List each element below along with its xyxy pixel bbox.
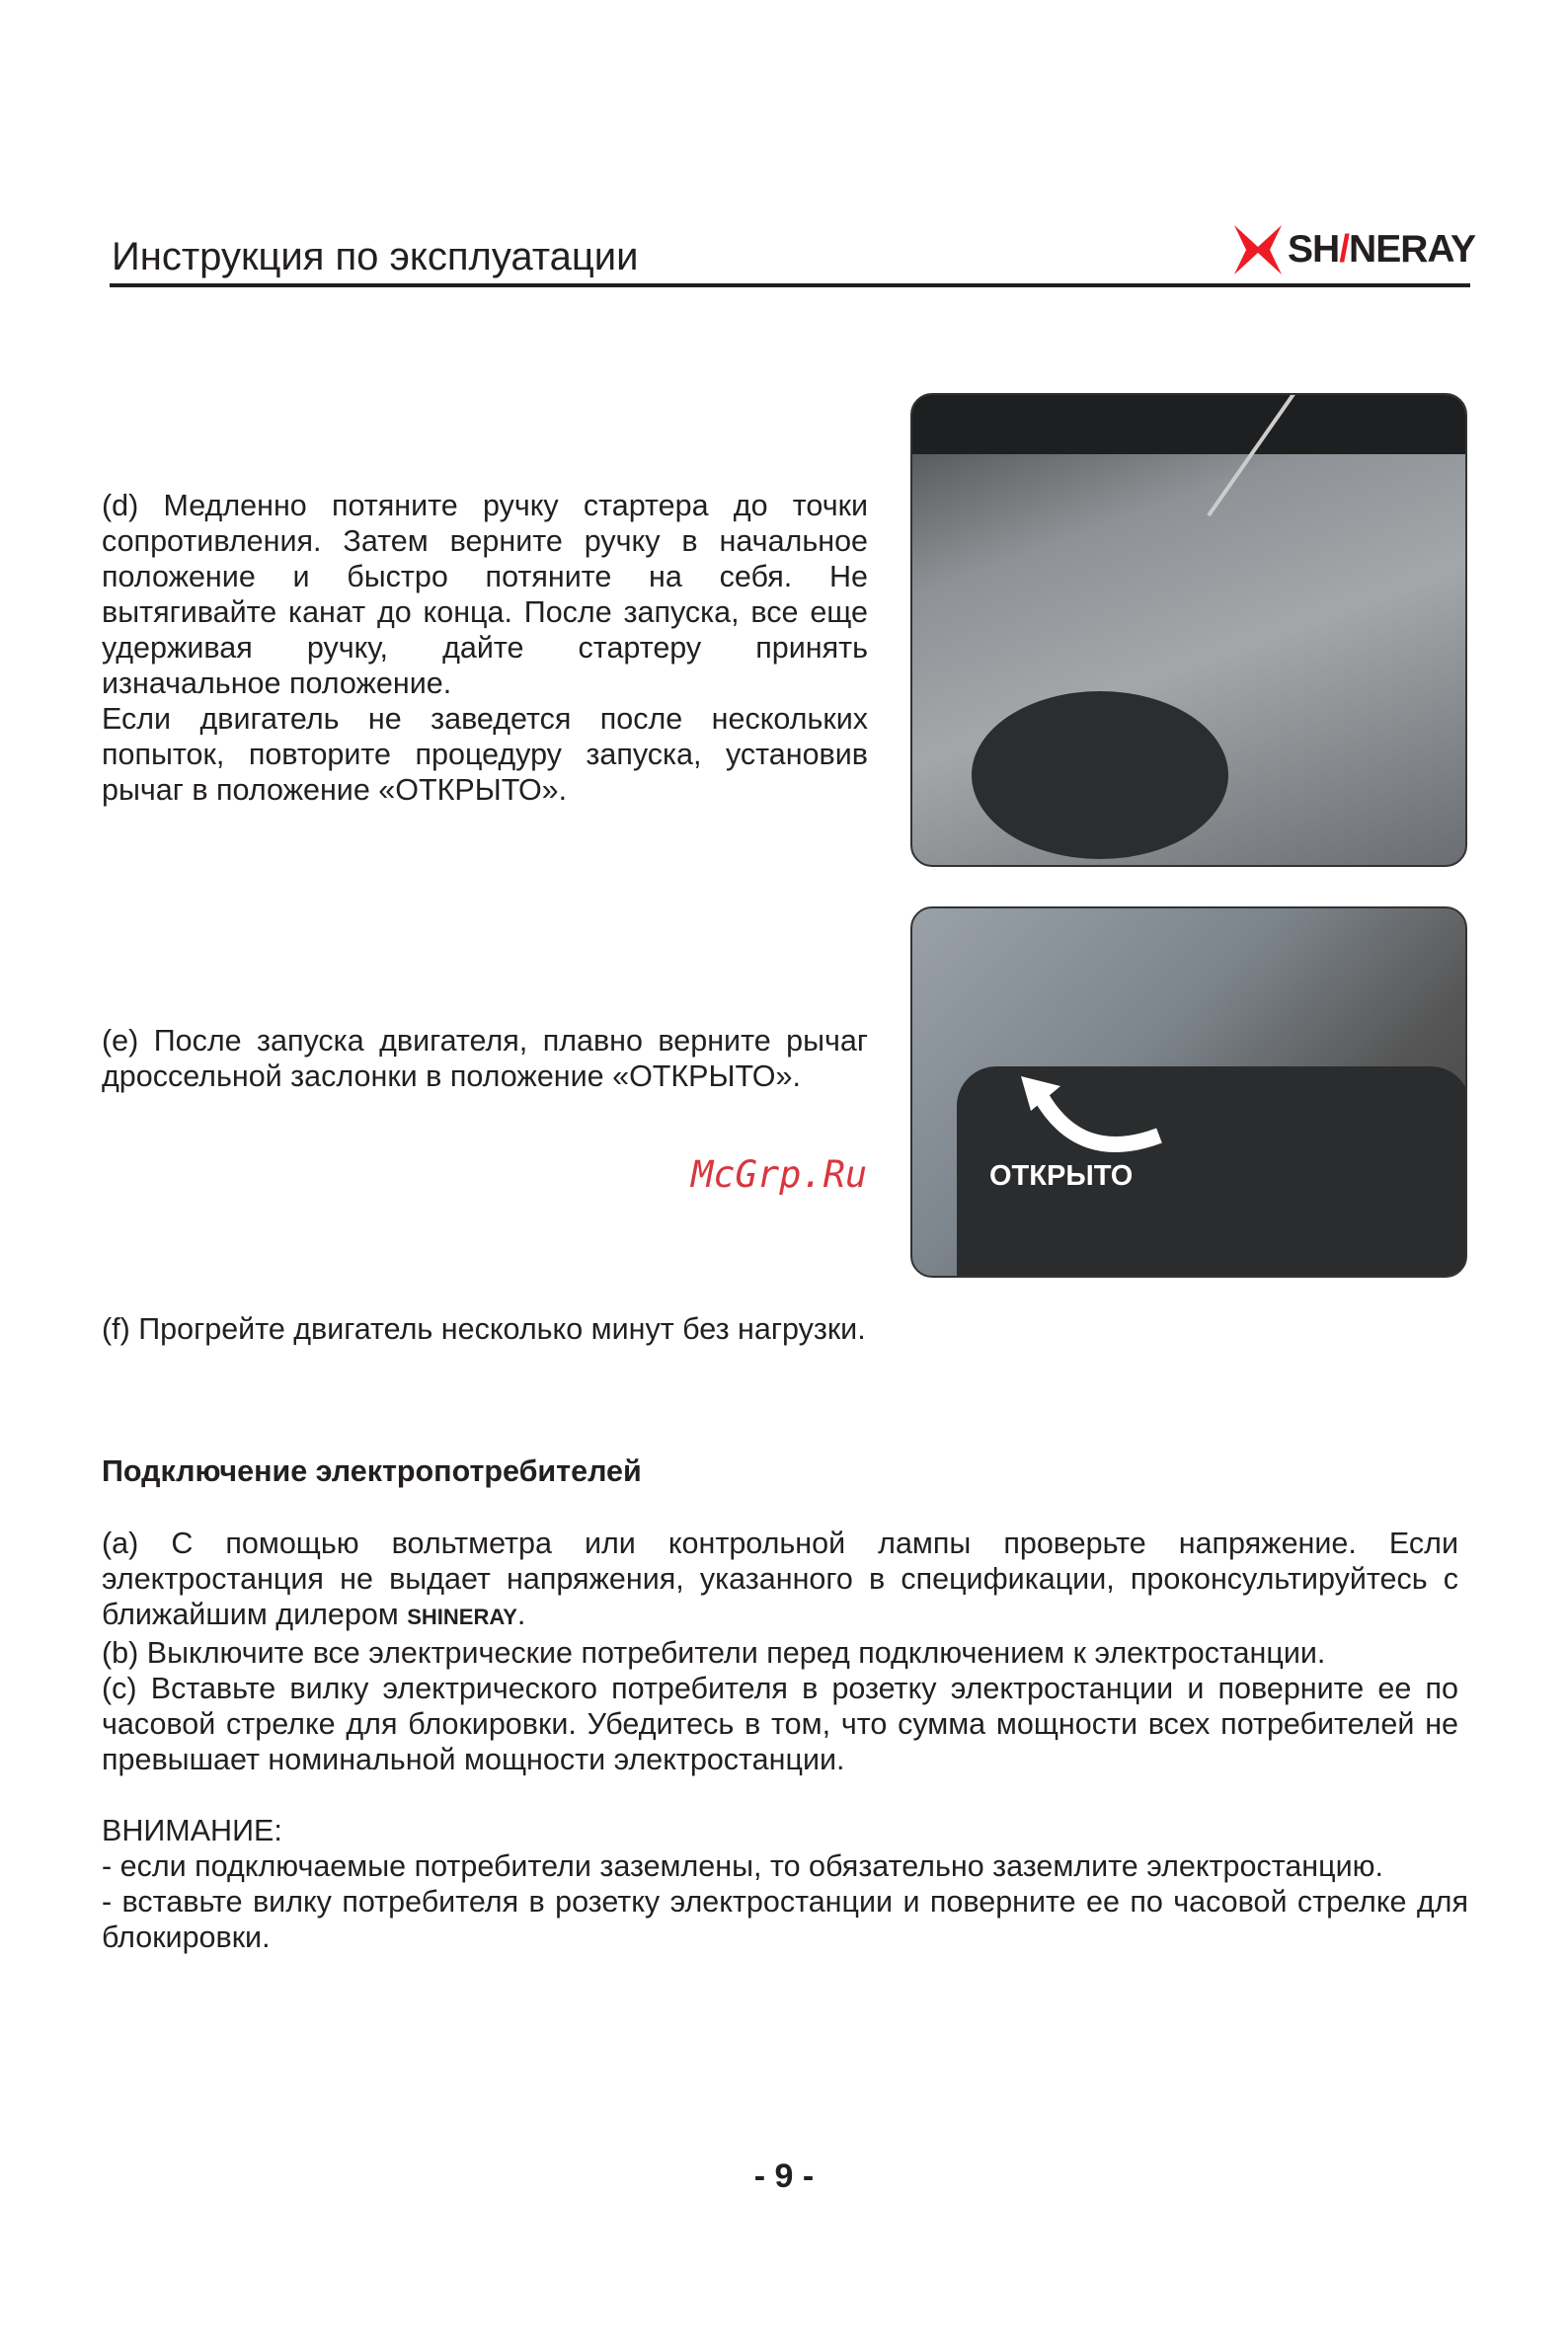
watermark: McGrp.Ru: [691, 1153, 868, 1196]
step-a-text: (a) С помощью вольтметра или контрольной лампы проверьте напряжение. Если электростанция не выдает напряжения, указанного в спецификации, проконсультируйтесь с ближайшим дилером: [102, 1527, 1458, 1631]
brand-name: SHINERAY: [407, 1605, 517, 1629]
step-d-text: [102, 488, 868, 808]
curved-arrow-icon: [1011, 1066, 1169, 1165]
step-b: (b) Выключите все электрические потребители перед подключением к электростанции.: [102, 1636, 1326, 1670]
logo-mark-icon: [1234, 225, 1282, 274]
starter-pull-photo: [910, 393, 1467, 867]
step-d-note: Если двигатель не заведется после нескольких попыток, повторите процедуру запуска, установив рычаг в положение «ОТКРЫТО».: [102, 702, 868, 807]
step-a-suffix: .: [516, 1598, 526, 1631]
header-title: Инструкция по эксплуатации: [112, 235, 639, 278]
shineray-logo: [1234, 225, 1475, 274]
choke-lever-photo: [910, 906, 1467, 1278]
warning-item: - если подключаемые потребители заземлены, то обязательно заземлите электростанцию.: [102, 1849, 1383, 1883]
open-label: ОТКРЫТО: [989, 1160, 1134, 1192]
connection-instructions: [102, 1526, 1468, 1955]
step-d-paragraph: (d) Медленно потяните ручку стартера до точки сопротивления. Затем верните ручку в начальное положение и быстро потяните на себя. Не вытягивайте канат до конца. После запуска, все еще удерживая ручку, дайте стартеру принять изначальное положение.: [102, 489, 868, 700]
step-c: (c) Вставьте вилку электрического потребителя в розетку электростанции и поверните ее по часовой стрелке для блокировки. Убедитесь в том, что сумма мощности всех потребителей не превышает номинальной мощности электростанции.: [102, 1672, 1458, 1776]
page-number: - 9 -: [753, 2157, 815, 2195]
warning-item: - вставьте вилку потребителя в розетку электростанции и поверните ее по часовой стрелке для блокировки.: [102, 1885, 1468, 1954]
step-a: [102, 1526, 1458, 1635]
step-e-text: (e) После запуска двигателя, плавно верните рычаг дроссельной заслонки в положение «ОТКРЫТО».: [102, 1024, 868, 1093]
section-title: Подключение электропотребителей: [102, 1454, 642, 1488]
step-f-text: (f) Прогрейте двигатель несколько минут без нагрузки.: [102, 1312, 866, 1346]
header-divider: [110, 283, 1470, 287]
logo-text: SH/NERAY: [1288, 228, 1475, 271]
warning-title: ВНИМАНИЕ:: [102, 1814, 282, 1847]
